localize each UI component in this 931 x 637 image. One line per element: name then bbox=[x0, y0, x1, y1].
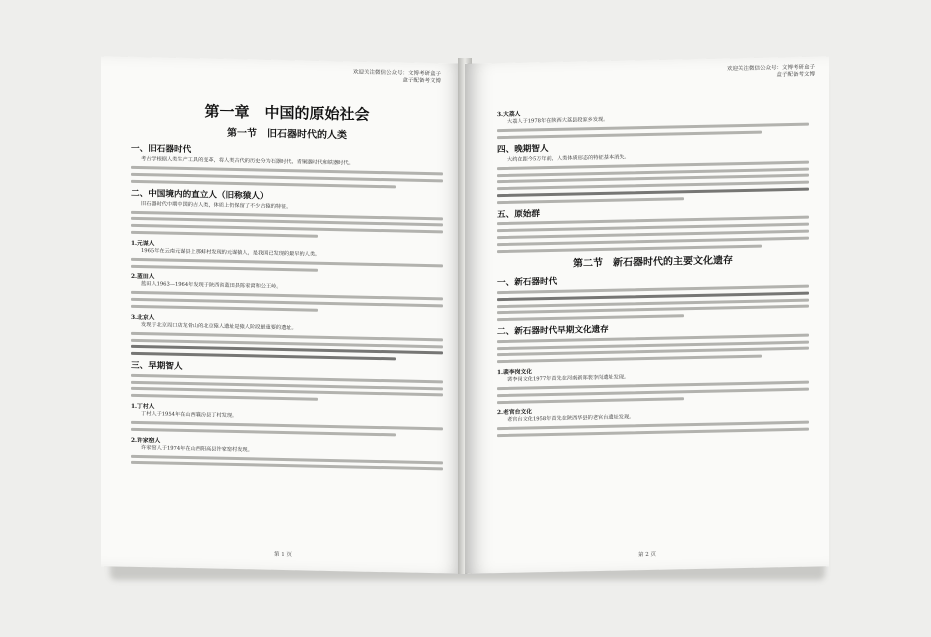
right-page bbox=[465, 56, 829, 574]
heading-paleolithic: 一、旧石器时代 bbox=[131, 143, 192, 156]
left-page bbox=[101, 56, 465, 574]
body-text-lines bbox=[131, 374, 443, 404]
body-text-lines bbox=[131, 291, 443, 314]
paragraph-dali: 大荔人于1978年在陕西大荔县段家乡发现。 bbox=[507, 116, 609, 125]
body-text-lines bbox=[497, 160, 809, 204]
header-line-1: 欢迎关注微信公众号：文博考研盒子 bbox=[352, 69, 441, 78]
page-number: 第 2 页 bbox=[638, 551, 656, 559]
body-text-lines bbox=[497, 333, 809, 363]
paragraph-dingcun: 丁村人于1954年在山西襄汾县丁村发现。 bbox=[141, 410, 238, 419]
paragraph-xujiayao: 许家窑人于1974年在山西阳高县许家窑村发现。 bbox=[141, 444, 253, 453]
paragraph-peiligang: 裴李岗文化1977年首先在河南新郑裴李岗遗址发现。 bbox=[507, 374, 630, 383]
section-2-title: 第二节 新石器时代的主要文化遗存 bbox=[573, 255, 733, 270]
page-header bbox=[353, 69, 441, 85]
header-line-2: 盒子配备考文博 bbox=[776, 71, 815, 79]
body-text-lines bbox=[131, 166, 443, 189]
body-text-lines bbox=[131, 332, 443, 362]
paragraph-paleolithic: 考古学根据人类生产工具的变革，将人类古代的历史分为石器时代、青铜器时代和铁器时代。 bbox=[141, 156, 354, 167]
subheading-dali: 3.大荔人 bbox=[497, 111, 521, 119]
paragraph-late-sapiens: 大约在距今5万年前，人类体质形态的特征基本消失。 bbox=[507, 154, 630, 163]
chapter-title: 第一章 中国的原始社会 bbox=[204, 102, 370, 124]
header-line-1: 欢迎关注微信公众号：文博考研盒子 bbox=[726, 64, 815, 73]
subheading-peiligang: 1.裴李岗文化 bbox=[497, 369, 533, 377]
paragraph-erectus: 旧石器时代中期中国的古人类，体质上仍保留了不少古猿的特征。 bbox=[141, 200, 292, 210]
subheading-beijing: 3.北京人 bbox=[131, 314, 155, 322]
subheading-lantian: 2.蓝田人 bbox=[131, 274, 155, 281]
page-header bbox=[727, 64, 815, 80]
heading-early-sapiens: 三、早期智人 bbox=[131, 360, 183, 373]
subheading-yuanmou: 1.元谋人 bbox=[131, 240, 155, 248]
header-line-2: 盒子配备考文博 bbox=[402, 77, 441, 85]
paragraph-laoguantai: 老官台文化1958年首先在陕西华县的老官台遗址发现。 bbox=[507, 414, 635, 424]
subheading-xujiayao: 2.许家窑人 bbox=[131, 437, 161, 444]
page-number: 第 1 页 bbox=[274, 551, 292, 559]
paragraph-yuanmou: 1965年在云南元谋县上那蚌村发现的元谋猿人，是我国已发现的最早的人类。 bbox=[141, 247, 321, 258]
heading-neolithic: 一、新石器时代 bbox=[497, 277, 558, 289]
heading-early-neolithic: 二、新石器时代早期文化遗存 bbox=[497, 324, 609, 338]
body-text-lines bbox=[131, 210, 443, 240]
body-text-lines bbox=[497, 285, 809, 322]
heading-late-sapiens: 四、晚期智人 bbox=[497, 143, 549, 155]
section-title: 第一节 旧石器时代的人类 bbox=[227, 127, 347, 142]
heading-erectus: 二、中国境内的直立人（旧称猿人） bbox=[131, 188, 269, 202]
subheading-dingcun: 1.丁村人 bbox=[131, 403, 155, 411]
body-text-lines bbox=[497, 216, 809, 253]
paragraph-beijing: 发现于北京周口店龙骨山的北京猿人遗址是猿人阶段最重要的遗址。 bbox=[141, 321, 297, 332]
paragraph-lantian: 蓝田人1963—1964年发现于陕西省蓝田县陈家窝和公王岭。 bbox=[141, 281, 282, 291]
body-text-lines bbox=[497, 381, 809, 404]
heading-primitive-group: 五、原始群 bbox=[497, 209, 540, 220]
subheading-laoguantai: 2.老官台文化 bbox=[497, 409, 533, 417]
